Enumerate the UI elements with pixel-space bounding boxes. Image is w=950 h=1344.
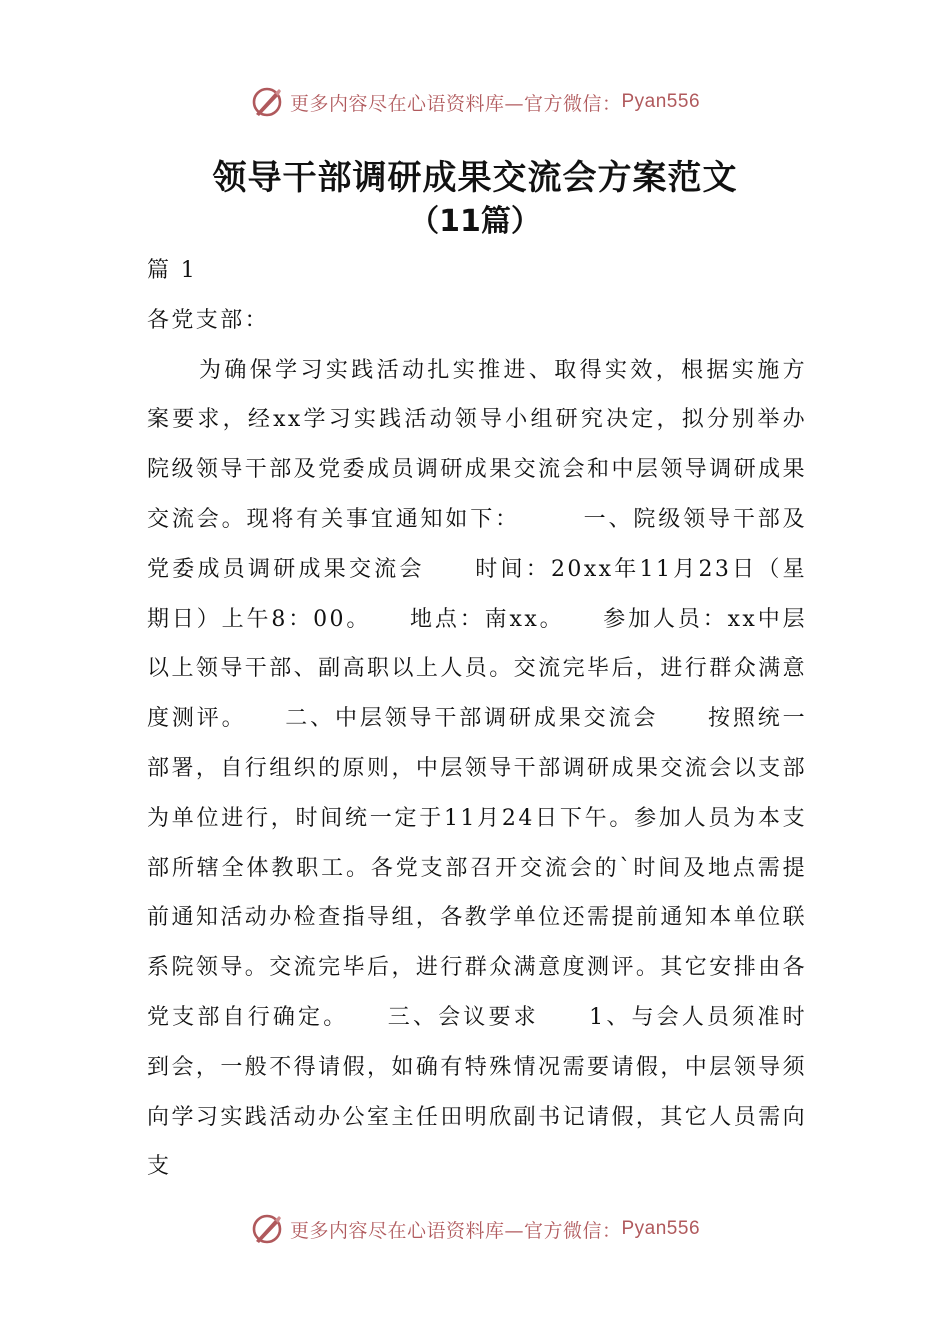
pen-logo-icon xyxy=(250,1212,284,1246)
watermark-text: 更多内容尽在心语资料库—官方微信： xyxy=(289,92,622,115)
watermark-text: 更多内容尽在心语资料库—官方微信： xyxy=(289,1219,622,1242)
watermark-banner-top xyxy=(0,82,950,122)
watermark-wechat-id: Pyan556 xyxy=(621,91,701,112)
body-paragraph: 为确保学习实践活动扎实推进、取得实效，根据实施方案要求，经xx学习实践活动领导小组研究决定，拟分别举办院级领导干部及党委成员调研成果交流会和中层领导调研成果交流会。现将有关事宜通知如下： 一、院级领导干部及党委成员调研成果交流会 时间：20xx年11月23日（星期日）上午8：00。 地点：南xx。 参加人员：xx中层以上领导干部、副高职以上人员。交流完毕后，进行群众满意度测评。 二、中层领导干部调研成果交流会 按照统一部署，自行组织的原则，中层领导干部调研成果交流会以支部为单位进行，时间统一定于11月24日下午。参加人员为本支部所辖全体教职工。各党支部召开交流会的`时间及地点需提前通知活动办检查指导组，各教学单位还需提前通知本单位联系院领导。交流完毕后，进行群众满意度测评。其它安排由各党支部自行确定。 三、会议要求 1、与会人员须准时到会，一般不得请假，如确有特殊情况需要请假，中层领导须向学习实践活动办公室主任田明欣副书记请假，其它人员需向支 xyxy=(147,357,807,1180)
document-title: 领导干部调研成果交流会方案范文 xyxy=(212,158,738,198)
watermark-wechat-id: Pyan556 xyxy=(621,1218,701,1239)
salutation: 各党支部： xyxy=(147,307,270,333)
pen-logo-icon xyxy=(250,85,284,119)
document-body xyxy=(147,246,807,1192)
watermark-banner-bottom xyxy=(0,1209,950,1249)
document-subtitle: （11篇） xyxy=(409,204,541,239)
section-label: 篇 1 xyxy=(147,258,198,283)
